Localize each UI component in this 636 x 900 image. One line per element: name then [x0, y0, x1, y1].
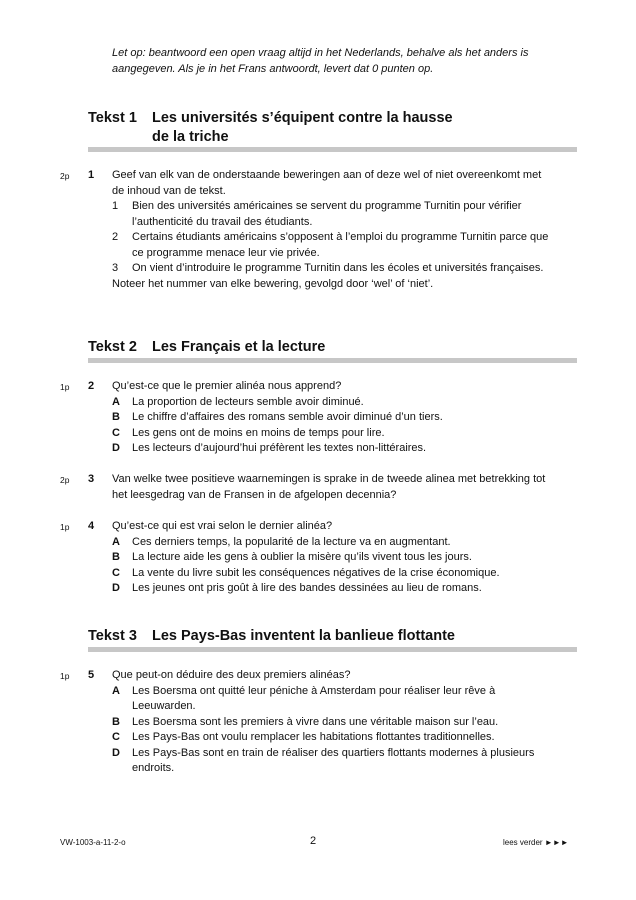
- option-label: D: [112, 442, 120, 454]
- option-label: D: [112, 746, 120, 759]
- option-label: C: [112, 426, 120, 439]
- section-title-text-cont: de la triche: [152, 129, 229, 145]
- question-points: 1p: [60, 671, 70, 681]
- option-label: A: [112, 684, 120, 697]
- statement-item: [112, 199, 552, 230]
- option-label: A: [112, 535, 120, 548]
- section-number: Tekst 1: [88, 110, 137, 126]
- section-title-text: Les Pays-Bas inventent la banlieue flottante: [152, 628, 455, 644]
- answer-option: [112, 581, 552, 597]
- section-number: Tekst 2: [88, 339, 137, 355]
- option-text: Ces derniers temps, la popularité de la lecture va en augmentant.: [132, 535, 451, 548]
- answer-option: [112, 566, 552, 582]
- option-text: La proportion de lecteurs semble avoir diminué.: [132, 395, 364, 408]
- answer-option: [112, 410, 552, 426]
- section-title-text: Les Français et la lecture: [152, 339, 326, 355]
- section-number: Tekst 3: [88, 628, 137, 644]
- option-text: Les Boersma ont quitté leur péniche à Amsterdam pour réaliser leur rêve à Leeuwarden.: [132, 684, 496, 712]
- section-title-2: [88, 338, 325, 357]
- question-closing: Noteer het nummer van elke bewering, gevolgd door ‘wel’ of ‘niet’.: [112, 277, 434, 290]
- section-divider: [88, 647, 577, 652]
- question-stem: Van welke twee positieve waarnemingen is sprake in de tweede alinea met betrekking tot het leesgedrag van de Fransen in de afgelopen decennia?: [112, 473, 546, 501]
- answer-option: [112, 746, 552, 777]
- option-label: C: [112, 731, 120, 743]
- question-points: 1p: [60, 382, 70, 392]
- question-points: 2p: [60, 475, 70, 485]
- option-text: Les lecteurs d’aujourd’hui préfèrent les textes non-littéraires.: [132, 442, 427, 454]
- option-text: Les Pays-Bas sont en train de réaliser des quartiers flottants modernes à plusieurs endroits.: [132, 746, 535, 774]
- statement-text: On vient d’introduire le programme Turnitin dans les écoles et universités françaises.: [132, 262, 544, 274]
- answer-option: [112, 426, 552, 442]
- answer-option: [112, 535, 552, 551]
- option-label: B: [112, 411, 120, 423]
- answer-option: [112, 684, 552, 715]
- option-label: C: [112, 566, 120, 579]
- statement-label: 2: [112, 231, 119, 243]
- section-title-1: [88, 109, 453, 147]
- question-stem: Geef van elk van de onderstaande beweringen aan of deze wel of niet overeenkomt met de inhoud van de tekst.: [112, 169, 542, 197]
- question-points: 2p: [60, 171, 70, 181]
- answer-option: [112, 730, 552, 746]
- statement-item: [112, 261, 552, 277]
- answer-option: [112, 550, 552, 566]
- statement-text: Bien des universités américaines se servent du programme Turnitin pour vérifier l’authenticité du travail des étudiants.: [132, 200, 522, 228]
- option-text: Les jeunes ont pris goût à lire des bandes dessinées au lieu de romans.: [132, 582, 482, 594]
- option-text: Les Pays-Bas ont voulu remplacer les habitations flottantes traditionnelles.: [132, 731, 495, 743]
- footer-exam-code: VW-1003-a-11-2-o: [60, 838, 126, 847]
- option-label: A: [112, 395, 120, 408]
- statement-label: 3: [112, 262, 119, 274]
- question-number: 4: [88, 520, 95, 532]
- question-number: 3: [88, 473, 95, 485]
- footer-page-number: 2: [310, 835, 317, 847]
- statement-text: Certains étudiants américains s’opposent à l’emploi du programme Turnitin parce que ce programme menace leur vie privée.: [132, 231, 549, 259]
- option-text: La lecture aide les gens à oublier la misère qu’ils vivent tous les jours.: [132, 551, 472, 563]
- option-text: Les Boersma sont les premiers à vivre dans une véritable maison sur l’eau.: [132, 715, 499, 728]
- section-title-text: Les universités s’équipent contre la hausse: [152, 110, 453, 126]
- question-number: 2: [88, 380, 95, 392]
- question-stem: Qu’est-ce qui est vrai selon le dernier alinéa?: [112, 520, 333, 532]
- section-divider: [88, 147, 577, 152]
- instruction-note: Let op: beantwoord een open vraag altijd in het Nederlands, behalve als het anders is aangegeven. Als je in het Frans antwoordt, levert dat 0 punten op.: [112, 47, 529, 75]
- option-label: B: [112, 551, 120, 563]
- question-points: 1p: [60, 522, 70, 532]
- statement-label: 1: [112, 200, 119, 212]
- option-label: B: [112, 715, 120, 728]
- question-number: 5: [88, 669, 95, 681]
- section-title-3: [88, 627, 455, 646]
- footer-continue: lees verder ►►►: [503, 838, 569, 847]
- option-text: Le chiffre d’affaires des romans semble avoir diminué d’un tiers.: [132, 411, 443, 423]
- question-stem: Que peut-on déduire des deux premiers alinéas?: [112, 669, 351, 681]
- option-text: Les gens ont de moins en moins de temps pour lire.: [132, 426, 385, 439]
- question-number: 1: [88, 169, 95, 181]
- section-divider: [88, 358, 577, 363]
- option-text: La vente du livre subit les conséquences négatives de la crise économique.: [132, 566, 500, 579]
- statement-item: [112, 230, 552, 261]
- answer-option: [112, 441, 552, 457]
- answer-option: [112, 395, 552, 411]
- option-label: D: [112, 582, 120, 594]
- answer-option: [112, 715, 552, 731]
- question-stem: Qu’est-ce que le premier alinéa nous apprend?: [112, 380, 342, 392]
